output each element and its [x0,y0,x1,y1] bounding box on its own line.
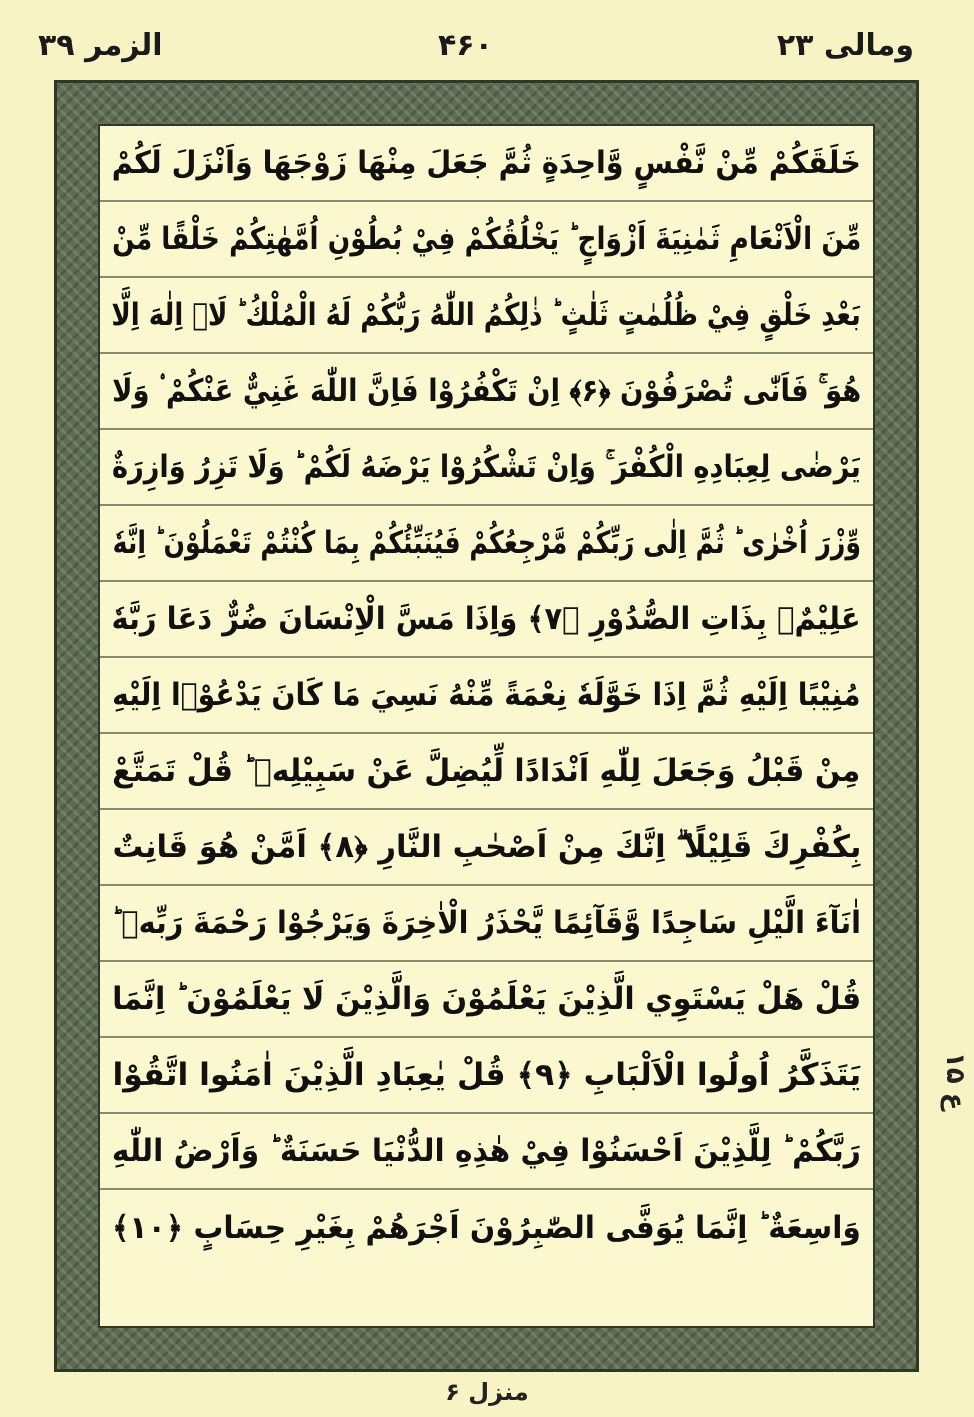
line-text: مُنِيْبًا اِلَيْهِ ثُمَّ اِذَا خَوَّلَهٗ نِعْمَةً مِّنْهُ نَسِيَ مَا كَانَ يَدْعُوْۤا اِلَيْهِ [112,677,861,713]
line-text: خَلَقَكُمْ مِّنْ نَّفْسٍ وَّاحِدَةٍ ثُمَّ جَعَلَ مِنْهَا زَوْجَهَا وَاَنْزَلَ لَكُمْ [111,145,862,181]
text-line [100,1190,873,1266]
text-line [100,1038,873,1114]
text-line [100,962,873,1038]
line-text: هُوَ ۚ فَاَنّٰى تُصْرَفُوْنَ ﴿۶﴾ اِنْ تَكْفُرُوْا فَاِنَّ اللّٰهَ غَنِيٌّ عَنْكُمْ ۟ وَلَا [111,372,862,409]
ruku-marker: ع ۱۵ [940,1052,970,1111]
text-line [100,810,873,886]
line-text: يَرْضٰى لِعِبَادِهِ الْكُفْرَ ۚ وَاِنْ تَشْكُرُوْا يَرْضَهُ لَكُمْ ؕ وَلَا تَزِرُ وَازِرَةٌ [112,448,861,485]
line-text: مِنْ قَبْلُ وَجَعَلَ لِلّٰهِ اَنْدَادًا لِّيُضِلَّ عَنْ سَبِيْلِهٖ ؕ قُلْ تَمَتَّعْ [112,753,861,789]
text-line [100,734,873,810]
text-line [100,202,873,278]
line-text: مِّنَ الْاَنْعَامِ ثَمٰنِيَةَ اَزْوَاجٍ ؕ يَخْلُقُكُمْ فِيْ بُطُوْنِ اُمَّهٰتِكُمْ خَلْقًا مِّنْ [111,221,862,257]
juz-label: ومالی ۲۳ [776,28,914,63]
text-line [100,354,873,430]
manzil-label: منزل ۶ [445,1378,529,1406]
text-line [100,278,873,354]
line-text: وَاسِعَةٌ ؕ اِنَّمَا يُوَفَّى الصّٰبِرُوْنَ اَجْرَهُمْ بِغَيْرِ حِسَابٍ ﴿۱۰﴾ [112,1210,861,1246]
line-text: يَتَذَكَّرُ اُولُوا الْاَلْبَابِ ﴿۹﴾ قُلْ يٰعِبَادِ الَّذِيْنَ اٰمَنُوا اتَّقُوْا [112,1057,861,1093]
line-text: عَلِيْمٌۢ بِذَاتِ الصُّدُوْرِ ﴿۷﴾ وَاِذَا مَسَّ الْاِنْسَانَ ضُرٌّ دَعَا رَبَّهٗ [111,601,862,637]
text-line [100,658,873,734]
text-line [100,126,873,202]
decorative-border [54,80,919,1372]
text-line [100,506,873,582]
text-line [100,886,873,962]
page-header [0,28,974,78]
page-number: ۴۶۰ [438,28,493,63]
line-text: قُلْ هَلْ يَسْتَوِي الَّذِيْنَ يَعْلَمُوْنَ وَالَّذِيْنَ لَا يَعْلَمُوْنَ ؕ اِنَّمَا [111,981,861,1017]
line-text: بِكُفْرِكَ قَلِيْلًا ۖۗ اِنَّكَ مِنْ اَصْحٰبِ النَّارِ ﴿۸﴾ اَمَّنْ هُوَ قَانِتٌ [112,828,861,865]
text-line [100,582,873,658]
line-text: اٰنَآءَ الَّيْلِ سَاجِدًا وَّقَآئِمًا يَّحْذَرُ الْاٰخِرَةَ وَيَرْجُوْا رَحْمَةَ رَبِّهٖ ؕ [111,905,862,941]
line-text: بَعْدِ خَلْقٍ فِيْ ظُلُمٰتٍ ثَلٰثٍ ؕ ذٰلِكُمُ اللّٰهُ رَبُّكُمْ لَهُ الْمُلْكُ ؕ لَاۤ اِلٰهَ اِلَّا [111,297,862,333]
text-area [98,124,875,1328]
text-line [100,430,873,506]
surah-label: الزمر ۳۹ [38,28,163,63]
text-line [100,1114,873,1190]
line-text: وِّزْرَ اُخْرٰى ؕ ثُمَّ اِلٰى رَبِّكُمْ مَّرْجِعُكُمْ فَيُنَبِّئُكُمْ بِمَا كُنْتُمْ تَعْمَلُوْنَ ؕ اِنَّهٗ [112,525,861,561]
line-text: رَبَّكُمْ ؕ لِلَّذِيْنَ اَحْسَنُوْا فِيْ هٰذِهِ الدُّنْيَا حَسَنَةٌ ؕ وَاَرْضُ اللّٰهِ [111,1133,862,1169]
